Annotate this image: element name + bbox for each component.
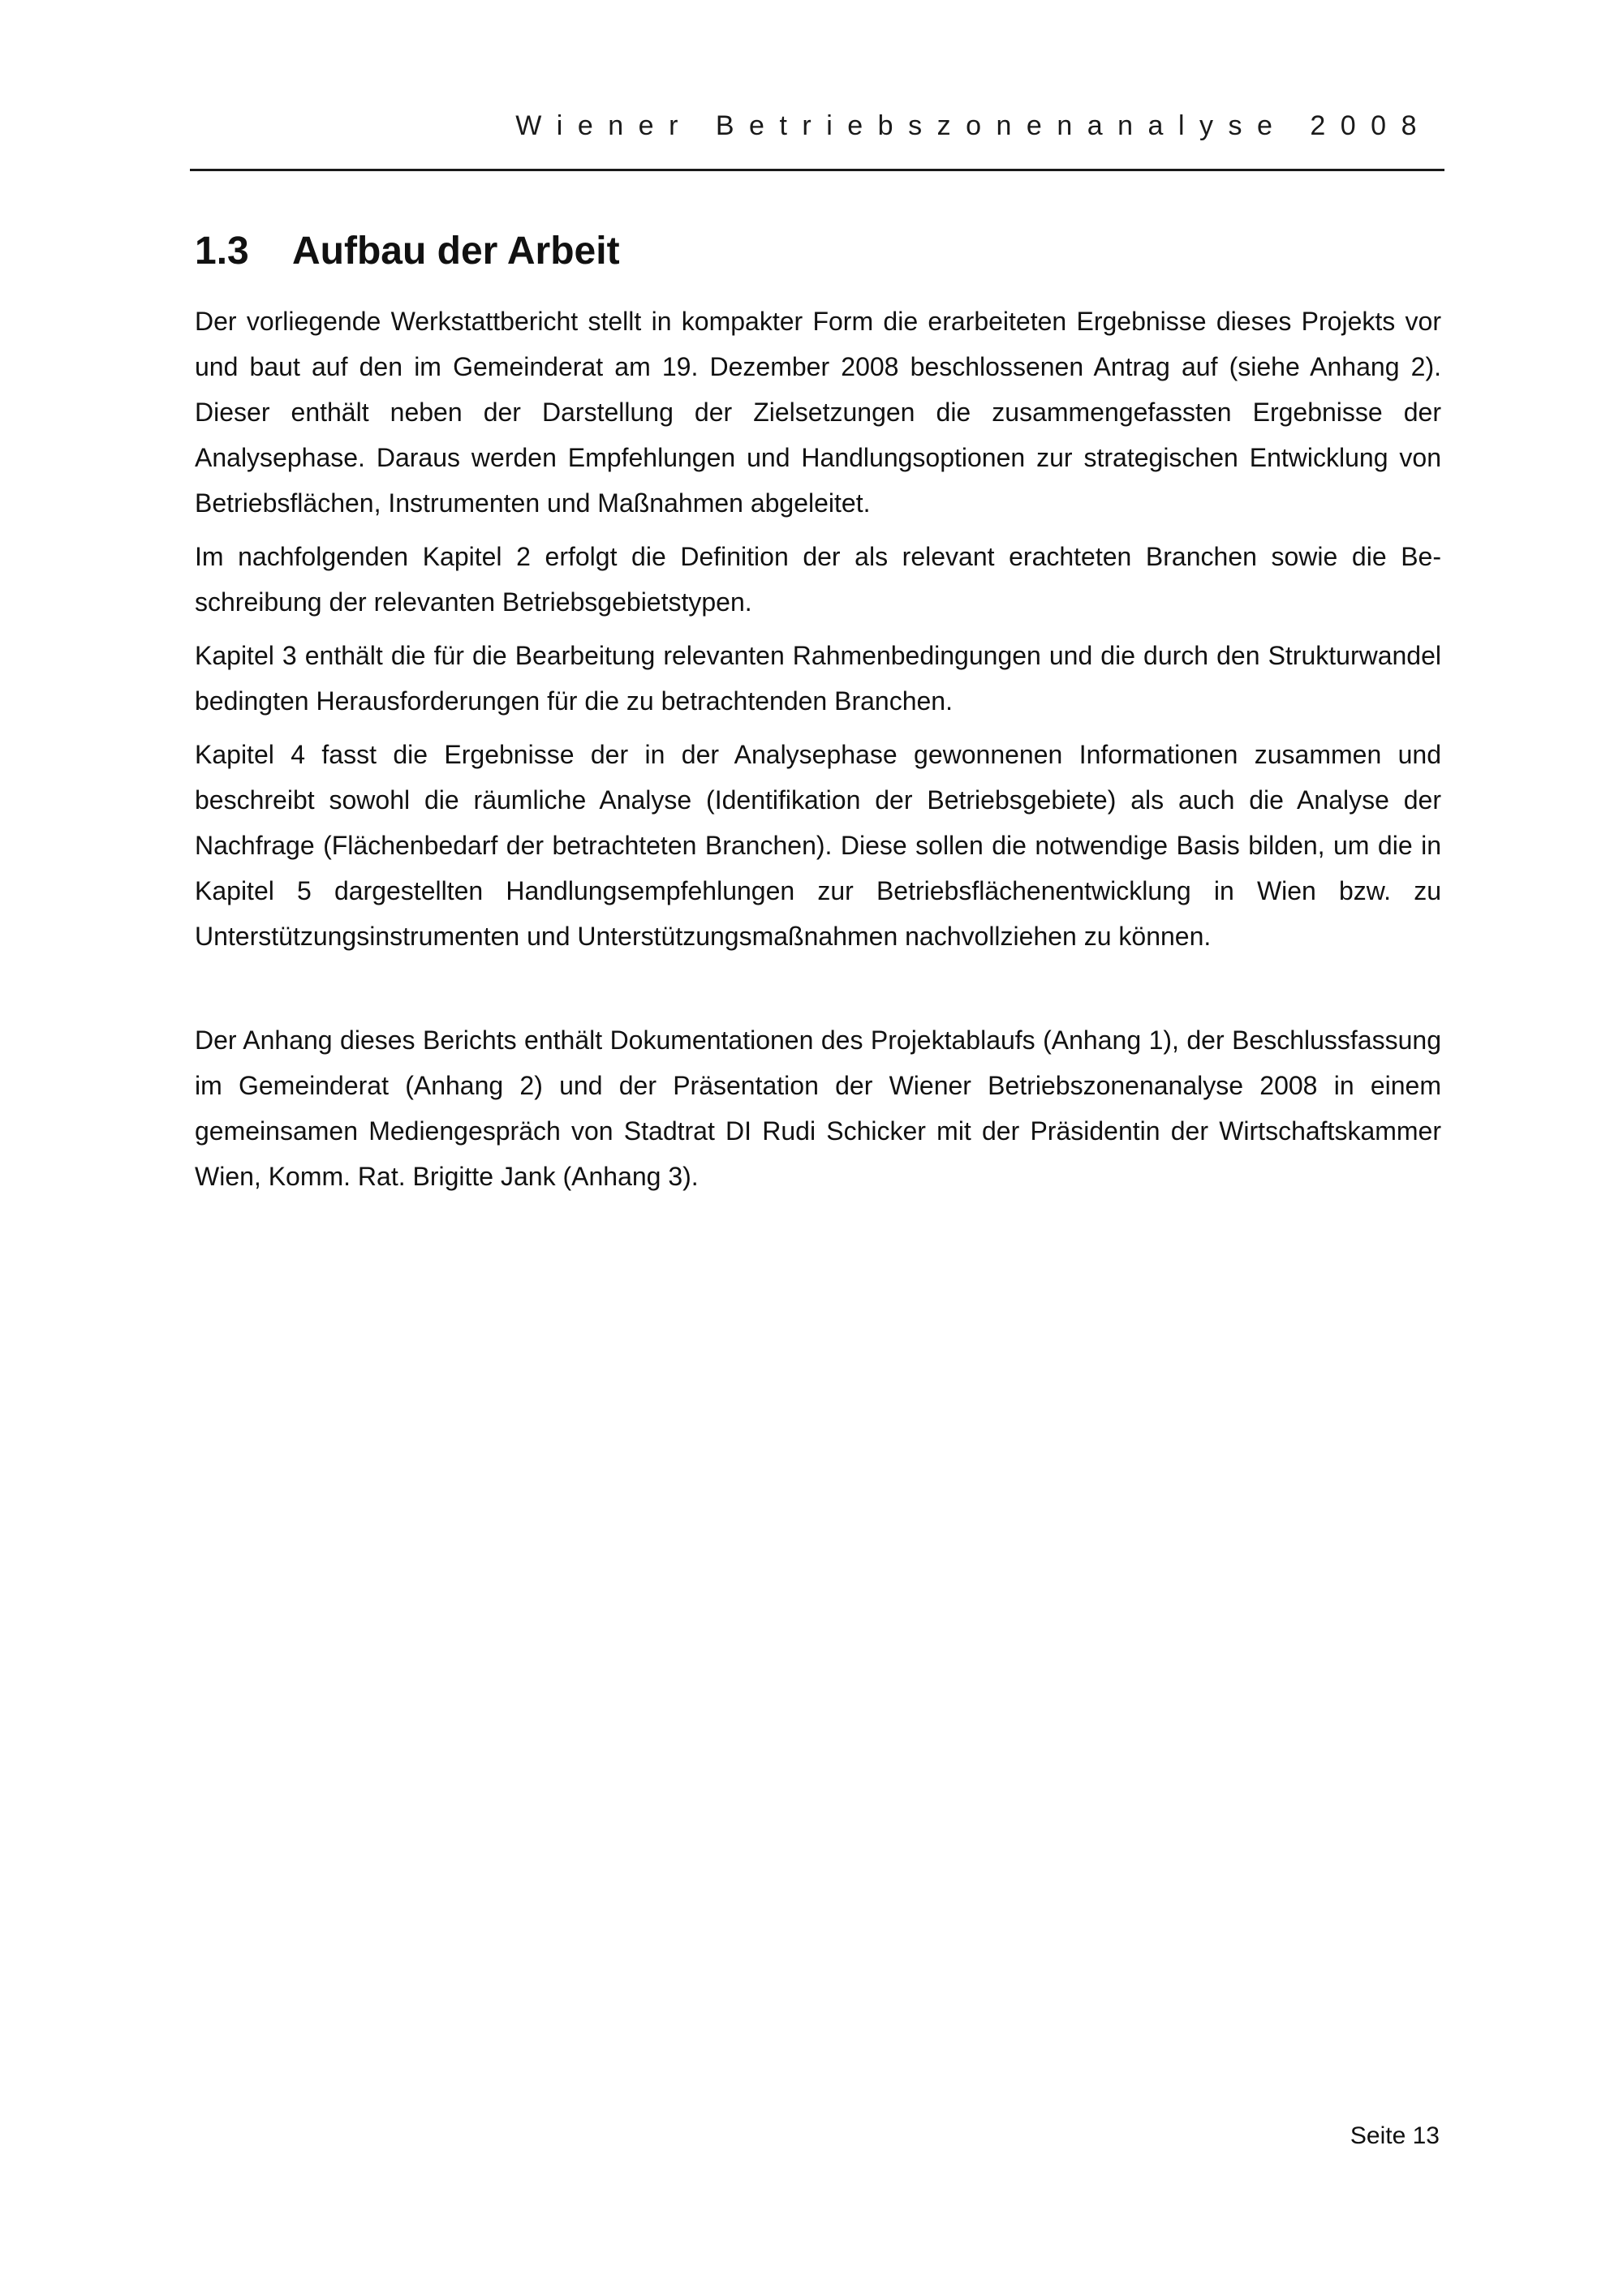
section-heading	[195, 229, 620, 273]
section-title: Aufbau der Arbeit	[292, 230, 620, 273]
section-number: 1.3	[195, 230, 249, 273]
body-text	[195, 299, 1441, 1207]
paragraph-chapter-2: Im nachfolgenden Kapitel 2 erfolgt die Definition der als relevant erachteten Branchen sowie die Beschreibung der relevanten Betriebsgebietstypen.	[195, 542, 1441, 617]
running-header: Wiener Betriebszonenanalyse 2008	[515, 110, 1431, 141]
paragraph-intro: Der vorliegende Werkstattbericht stellt in kompakter Form die erarbeiteten Ergebnisse dieses Projekts vor und baut auf den im Gemeinderat am 19. Dezember 2008 beschlossenen Antrag auf (siehe Anhang 2). Dieser enthält neben der Darstellung der Zielsetzungen die zusammengefassten Ergebnisse der Analysephase. Daraus werden Empfehlungen und Handlungsoptionen zur strategischen Entwicklung von Betriebsflächen, Instrumenten und Maßnahmen abgeleitet.	[195, 307, 1441, 518]
paragraph-appendix: Der Anhang dieses Berichts enthält Dokumentationen des Projektablaufs (Anhang 1), der Beschlussfassung im Gemeinderat (Anhang 2) und der Präsentation der Wiener Betriebszonenanalyse 2008 in einem gemeinsamen Mediengespräch von Stadtrat DI Rudi Schicker mit der Präsidentin der Wirtschaftskammer Wien, Komm. Rat. Brigitte Jank (Anhang 3).	[195, 1025, 1441, 1191]
page-number: Seite 13	[1350, 2122, 1440, 2149]
paragraph-chapter-3: Kapitel 3 enthält die für die Bearbeitung relevanten Rahmenbedingungen und die durch den Strukturwandel bedingten Herausforderungen für die zu betrachtenden Branchen.	[195, 641, 1441, 716]
header-divider	[190, 169, 1444, 171]
paragraph-chapter-4: Kapitel 4 fasst die Ergebnisse der in der Analysephase gewonnenen Informationen zusammen und beschreibt sowohl die räumliche Analyse (Identifikation der Betriebsgebiete) als auch die Analyse der Nachfrage (Flächenbedarf der betrachteten Branchen). Diese sollen die notwendige Basis bilden, um die in Kapitel 5 dargestellten Handlungsempfehlungen zur Betriebsflächenentwicklung in Wien bzw. zu Unterstützungsinstrumenten und Unterstützungsmaßnahmen nachvollziehen zu können.	[195, 740, 1441, 951]
